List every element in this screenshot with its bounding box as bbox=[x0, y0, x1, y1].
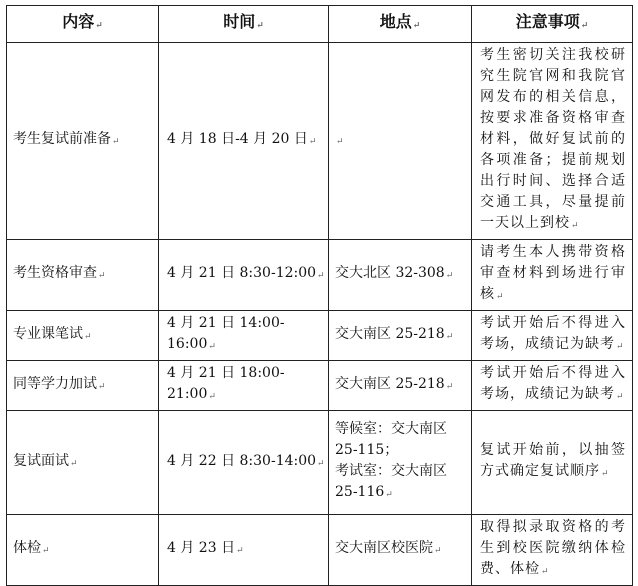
table-row bbox=[7, 411, 633, 515]
header-notes: 注意事项↵ bbox=[472, 6, 633, 43]
cell-notes: 复试开始前，以抽签方式确定复试顺序↵ bbox=[472, 411, 633, 515]
cell-content: 考生复试前准备↵ bbox=[7, 43, 159, 240]
cell-time: 4 月 21 日 18:00-21:00↵ bbox=[159, 361, 329, 411]
cell-location: 交大北区 32-308↵ bbox=[329, 240, 472, 311]
cell-location: 等候室：交大南区 25-115； 考试室：交大南区 25-116↵ bbox=[329, 411, 472, 515]
cell-content: 复试面试↵ bbox=[7, 411, 159, 515]
cell-time: 4 月 23 日↵ bbox=[159, 515, 329, 586]
table-row bbox=[7, 240, 633, 311]
header-content: 内容↵ bbox=[7, 6, 159, 43]
cell-time: 4 月 21 日 14:00-16:00↵ bbox=[159, 311, 329, 361]
cell-notes: 取得拟录取资格的考生到校医院缴纳体检费、体检↵ bbox=[472, 515, 633, 586]
cell-notes: 考试开始后不得进入考场，成绩记为缺考↵ bbox=[472, 311, 633, 361]
cell-notes: 请考生本人携带资格审查材料到场进行审核↵ bbox=[472, 240, 633, 311]
cell-location: 交大南区校医院↵ bbox=[329, 515, 472, 586]
header-row bbox=[7, 6, 633, 43]
cell-time: 4 月 22 日 8:30-14:00↵ bbox=[159, 411, 329, 515]
table-row bbox=[7, 515, 633, 586]
header-time: 时间↵ bbox=[159, 6, 329, 43]
cell-content: 考生资格审查↵ bbox=[7, 240, 159, 311]
cell-location: 交大南区 25-218↵ bbox=[329, 311, 472, 361]
cell-content: 同等学力加试↵ bbox=[7, 361, 159, 411]
cell-time: 4 月 21 日 8:30-12:00↵ bbox=[159, 240, 329, 311]
cell-content: 体检↵ bbox=[7, 515, 159, 586]
cell-location: ↵ bbox=[329, 43, 472, 240]
table-row bbox=[7, 43, 633, 240]
table-row bbox=[7, 361, 633, 411]
cell-time: 4 月 18 日-4 月 20 日↵ bbox=[159, 43, 329, 240]
header-location: 地点↵ bbox=[329, 6, 472, 43]
cell-location: 交大南区 25-218↵ bbox=[329, 361, 472, 411]
schedule-table bbox=[6, 5, 633, 586]
cell-notes: 考试开始后不得进入考场，成绩记为缺考↵ bbox=[472, 361, 633, 411]
table-row bbox=[7, 311, 633, 361]
cell-content: 专业课笔试↵ bbox=[7, 311, 159, 361]
cell-notes: 考生密切关注我校研究生院官网和我院官网发布的相关信息，按要求准备资格审查材料，做好复试前的各项准备；提前规划出行时间、选择合适交通工具，尽量提前一天以上到校↵ bbox=[472, 43, 633, 240]
